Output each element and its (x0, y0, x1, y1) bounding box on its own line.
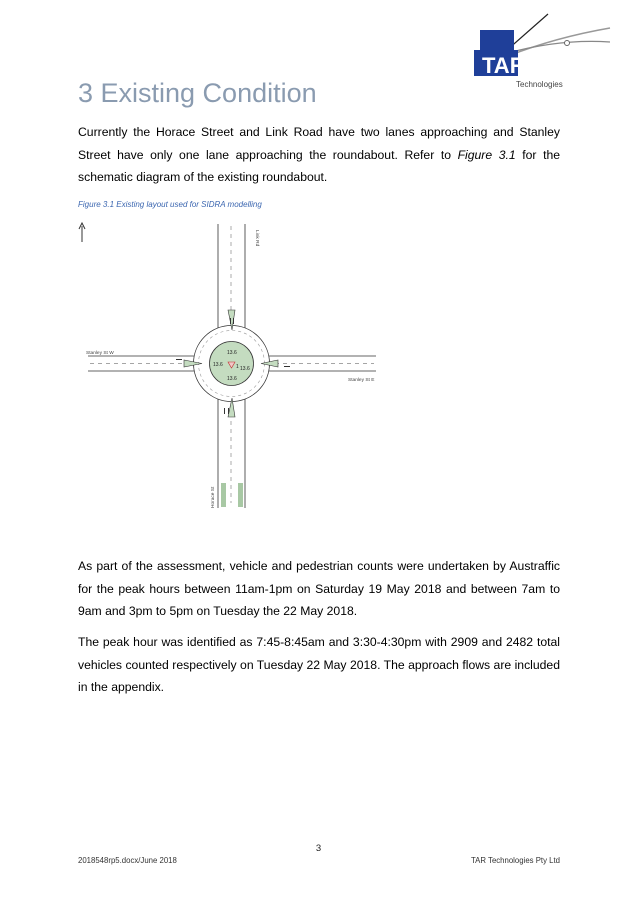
island-label-right: 13.6 (240, 366, 250, 372)
company-logo (460, 10, 620, 95)
road-label-west: Stanley St W (86, 351, 114, 356)
island-label-top: 13.6 (227, 350, 237, 356)
north-arrow-icon (79, 223, 85, 242)
figure-caption: Figure 3.1 Existing layout used for SIDRA modelling (78, 200, 262, 209)
section-title: 3 Existing Condition (78, 78, 317, 108)
paragraph-peak-hour: The peak hour was identified as 7:45-8:45am and 3:30-4:30pm with 2909 and 2482 total vehicles counted respectively on Tuesday 22 May 2018. The approach flows are included in the appendix. (78, 635, 560, 694)
lane-marking-south-left (221, 483, 226, 507)
road-label-north: Link Rd (254, 230, 259, 247)
footer-doc-ref: 2018548rp5.docx/June 2018 (78, 856, 177, 865)
island-label-center: 1 (236, 364, 239, 370)
road-label-south: Horace St (211, 486, 216, 508)
island-label-bottom: 13.6 (227, 376, 237, 382)
logo-text: TAR (482, 53, 526, 78)
page-number: 3 (315, 843, 322, 854)
lane-marking-south-right (238, 483, 243, 507)
footer-company: TAR Technologies Pty Ltd (471, 856, 560, 865)
island-label-left: 13.6 (213, 362, 223, 368)
logo-subtext: Technologies (516, 80, 563, 89)
paragraph-intro: Currently the Horace Street and Link Road have two lanes approaching and Stanley Street have only one lane approaching the roundabout. Refer to Figure 3.1 for the schematic diagram of the existing roundabout. (78, 125, 561, 184)
logo-block-top (480, 30, 514, 50)
figure-reference-link: Figure 3.1 (457, 147, 516, 162)
roundabout-diagram (78, 218, 383, 513)
road-label-east: Stanley St E (348, 378, 375, 383)
paragraph-assessment: As part of the assessment, vehicle and pedestrian counts were undertaken by Austraffic for the peak hours between 11am-1pm on Saturday 19 May 2018 and between 7am to 9am and 3pm to 5pm on Tuesday the 22 May 2018. (78, 559, 560, 618)
